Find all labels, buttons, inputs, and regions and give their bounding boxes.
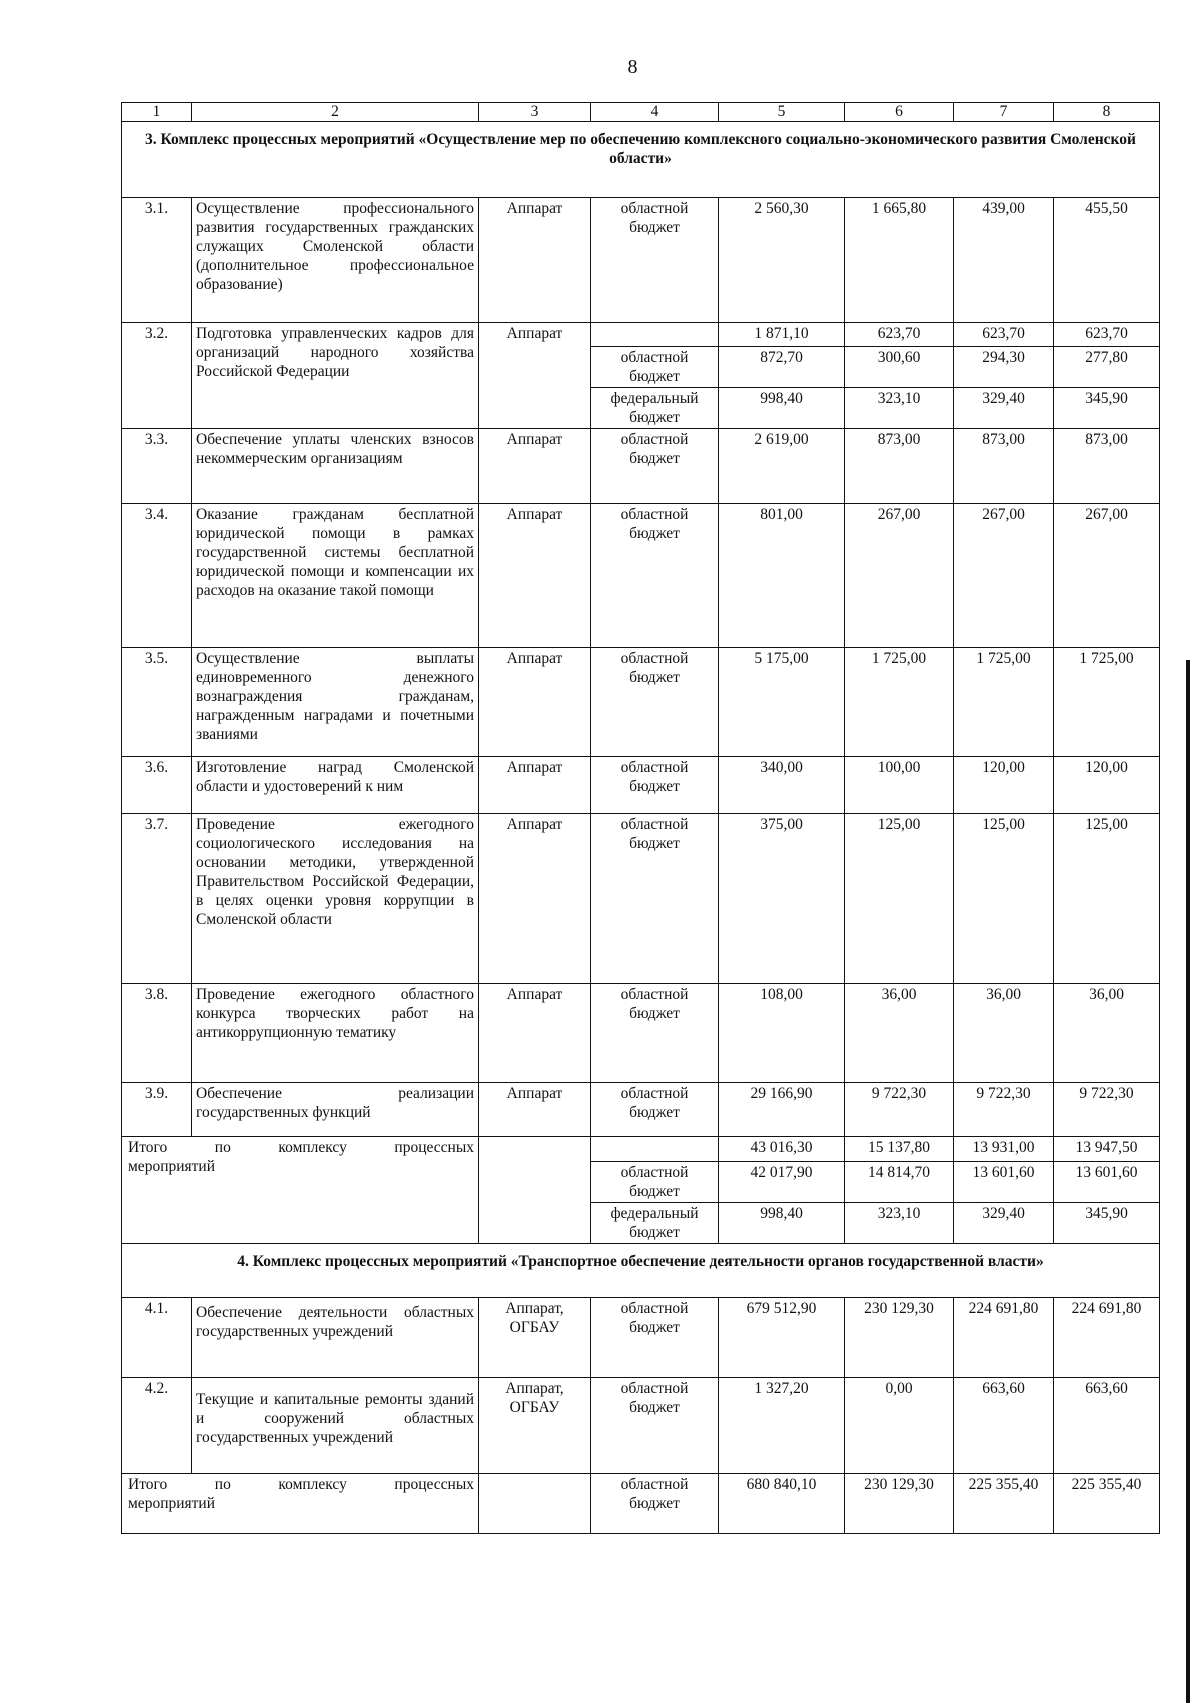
executor: Аппарат (479, 504, 591, 648)
funding-source: областной бюджет (591, 429, 719, 504)
value-col6: 323,10 (845, 388, 954, 429)
executor: Аппарат, ОГБАУ (479, 1298, 591, 1378)
funding-source (591, 323, 719, 347)
column-number-row (122, 103, 1160, 122)
measure-name: Обеспечение реализации государственных функций (192, 1083, 479, 1137)
total-label-word: Итого (128, 1139, 168, 1156)
funding-source (591, 1137, 719, 1162)
value-col6: 36,00 (845, 984, 954, 1083)
total-label-line2: мероприятий (128, 1495, 216, 1512)
executor: Аппарат (479, 429, 591, 504)
value-col7: 125,00 (954, 814, 1054, 984)
total-label (122, 1474, 479, 1534)
funding-source: федеральный бюджет (591, 388, 719, 429)
row-number: 3.2. (122, 323, 192, 429)
value-col5: 42 017,90 (719, 1162, 845, 1203)
row-number: 3.9. (122, 1083, 192, 1137)
section-title: 4. Комплекс процессных мероприятий «Транспортное обеспечение деятельности органов государственной власти» (122, 1244, 1160, 1298)
value-col8: 267,00 (1054, 504, 1160, 648)
value-col6: 623,70 (845, 323, 954, 347)
value-col7: 267,00 (954, 504, 1054, 648)
total-label-word: по (214, 1139, 231, 1156)
funding-source: областной бюджет (591, 198, 719, 323)
value-col5: 679 512,90 (719, 1298, 845, 1378)
total-label (122, 1137, 479, 1244)
executor: Аппарат (479, 648, 591, 757)
table-row (122, 198, 1160, 323)
funding-source: областной бюджет (591, 504, 719, 648)
row-number: 3.5. (122, 648, 192, 757)
value-col5: 1 871,10 (719, 323, 845, 347)
row-number: 3.6. (122, 757, 192, 814)
funding-source: областной бюджет (591, 814, 719, 984)
value-col8: 345,90 (1054, 1203, 1160, 1244)
value-col8: 224 691,80 (1054, 1298, 1160, 1378)
measure-name: Обеспечение деятельности областных государственных учреждений (192, 1298, 479, 1378)
executor: Аппарат (479, 757, 591, 814)
value-col5: 108,00 (719, 984, 845, 1083)
column-number: 4 (591, 103, 719, 122)
row-number: 4.1. (122, 1298, 192, 1378)
value-col5: 375,00 (719, 814, 845, 984)
page-number: 8 (627, 56, 638, 78)
value-col6: 267,00 (845, 504, 954, 648)
measure-name: Проведение ежегодного социологического исследования на основании методики, утвержденной Правительством Российской Федерации, в целях оценки уровня коррупции в Смоленской области (192, 814, 479, 984)
funding-source: областной бюджет (591, 1298, 719, 1378)
value-col6: 230 129,30 (845, 1298, 954, 1378)
measure-name: Текущие и капитальные ремонты зданий и сооружений областных государственных учреждений (192, 1378, 479, 1474)
funding-source: областной бюджет (591, 1083, 719, 1137)
section-header (122, 122, 1160, 198)
total-row (122, 1137, 1160, 1162)
table-row (122, 323, 1160, 347)
total-label-word: процессных (394, 1139, 474, 1156)
table-row (122, 984, 1160, 1083)
value-col5: 998,40 (719, 388, 845, 429)
value-col8: 1 725,00 (1054, 648, 1160, 757)
funding-source: областной бюджет (591, 1378, 719, 1474)
table-row (122, 1083, 1160, 1137)
row-number: 4.2. (122, 1378, 192, 1474)
value-col5: 872,70 (719, 347, 845, 388)
table-row (122, 757, 1160, 814)
measure-name: Изготовление наград Смоленской области и удостоверений к ним (192, 757, 479, 814)
value-col8: 345,90 (1054, 388, 1160, 429)
value-col7: 224 691,80 (954, 1298, 1054, 1378)
executor: Аппарат (479, 984, 591, 1083)
value-col8: 455,50 (1054, 198, 1160, 323)
value-col7: 329,40 (954, 1203, 1054, 1244)
table-row (122, 1378, 1160, 1474)
table-row (122, 648, 1160, 757)
value-col7: 36,00 (954, 984, 1054, 1083)
value-col6: 323,10 (845, 1203, 954, 1244)
row-number: 3.7. (122, 814, 192, 984)
value-col5: 2 619,00 (719, 429, 845, 504)
table-row (122, 429, 1160, 504)
value-col6: 300,60 (845, 347, 954, 388)
executor: Аппарат (479, 198, 591, 323)
value-col8: 120,00 (1054, 757, 1160, 814)
value-col7: 9 722,30 (954, 1083, 1054, 1137)
total-label-word: процессных (394, 1476, 474, 1493)
value-col6: 14 814,70 (845, 1162, 954, 1203)
total-label-line2: мероприятий (128, 1158, 216, 1175)
value-col6: 873,00 (845, 429, 954, 504)
value-col7: 439,00 (954, 198, 1054, 323)
executor: Аппарат (479, 1083, 591, 1137)
value-col6: 15 137,80 (845, 1137, 954, 1162)
value-col5: 43 016,30 (719, 1137, 845, 1162)
value-col8: 663,60 (1054, 1378, 1160, 1474)
measure-name: Обеспечение уплаты членских взносов некоммерческим организациям (192, 429, 479, 504)
value-col8: 13 601,60 (1054, 1162, 1160, 1203)
executor: Аппарат (479, 814, 591, 984)
measure-name: Оказание гражданам бесплатной юридической помощи в рамках государственной системы бесплатной юридической помощи и компенсации их расходов на оказание такой помощи (192, 504, 479, 648)
value-col5: 1 327,20 (719, 1378, 845, 1474)
value-col8: 277,80 (1054, 347, 1160, 388)
value-col7: 120,00 (954, 757, 1054, 814)
funding-source: областной бюджет (591, 1162, 719, 1203)
column-number: 1 (122, 103, 192, 122)
value-col5: 2 560,30 (719, 198, 845, 323)
section-title: 3. Комплекс процессных мероприятий «Осуществление мер по обеспечению комплексного социально-экономического развития Смоленской области» (122, 122, 1160, 198)
measure-name: Подготовка управленческих кадров для организаций народного хозяйства Российской Федерации (192, 323, 479, 429)
total-label-word: Итого (128, 1476, 168, 1493)
column-number: 5 (719, 103, 845, 122)
column-number: 8 (1054, 103, 1160, 122)
executor: Аппарат, ОГБАУ (479, 1378, 591, 1474)
total-row (122, 1474, 1160, 1534)
measure-name: Осуществление профессионального развития государственных гражданских служащих Смоленской области (дополнительное профессиональное образование) (192, 198, 479, 323)
funding-source: федеральный бюджет (591, 1203, 719, 1244)
value-col6: 125,00 (845, 814, 954, 984)
measure-name: Осуществление выплаты единовременного денежного вознаграждения гражданам, награжденным наградами и почетными званиями (192, 648, 479, 757)
budget-table (121, 102, 1160, 1534)
total-label-word: комплексу (278, 1476, 347, 1493)
funding-source: областной бюджет (591, 1474, 719, 1534)
measure-name: Проведение ежегодного областного конкурса творческих работ на антикоррупционную тематику (192, 984, 479, 1083)
scan-edge-line (1186, 660, 1190, 1703)
value-col7: 13 601,60 (954, 1162, 1054, 1203)
value-col8: 623,70 (1054, 323, 1160, 347)
value-col8: 125,00 (1054, 814, 1160, 984)
executor (479, 1474, 591, 1534)
value-col5: 29 166,90 (719, 1083, 845, 1137)
executor (479, 1137, 591, 1244)
value-col5: 340,00 (719, 757, 845, 814)
row-number: 3.4. (122, 504, 192, 648)
column-number: 3 (479, 103, 591, 122)
value-col7: 225 355,40 (954, 1474, 1054, 1534)
column-number: 7 (954, 103, 1054, 122)
value-col7: 623,70 (954, 323, 1054, 347)
value-col5: 998,40 (719, 1203, 845, 1244)
value-col6: 9 722,30 (845, 1083, 954, 1137)
value-col7: 873,00 (954, 429, 1054, 504)
total-label-word: комплексу (278, 1139, 347, 1156)
section-header (122, 1244, 1160, 1298)
row-number: 3.8. (122, 984, 192, 1083)
value-col8: 13 947,50 (1054, 1137, 1160, 1162)
table-row (122, 1298, 1160, 1378)
row-number: 3.3. (122, 429, 192, 504)
funding-source: областной бюджет (591, 757, 719, 814)
value-col7: 1 725,00 (954, 648, 1054, 757)
funding-source: областной бюджет (591, 648, 719, 757)
value-col8: 36,00 (1054, 984, 1160, 1083)
table-row (122, 814, 1160, 984)
column-number: 6 (845, 103, 954, 122)
value-col6: 1 665,80 (845, 198, 954, 323)
value-col8: 225 355,40 (1054, 1474, 1160, 1534)
funding-source: областной бюджет (591, 347, 719, 388)
value-col6: 0,00 (845, 1378, 954, 1474)
value-col7: 13 931,00 (954, 1137, 1054, 1162)
value-col5: 680 840,10 (719, 1474, 845, 1534)
value-col8: 9 722,30 (1054, 1083, 1160, 1137)
funding-source: областной бюджет (591, 984, 719, 1083)
executor: Аппарат (479, 323, 591, 429)
value-col5: 5 175,00 (719, 648, 845, 757)
value-col6: 100,00 (845, 757, 954, 814)
value-col7: 294,30 (954, 347, 1054, 388)
total-label-word: по (214, 1476, 231, 1493)
value-col6: 1 725,00 (845, 648, 954, 757)
column-number: 2 (192, 103, 479, 122)
value-col7: 663,60 (954, 1378, 1054, 1474)
table-row (122, 504, 1160, 648)
value-col7: 329,40 (954, 388, 1054, 429)
value-col5: 801,00 (719, 504, 845, 648)
value-col8: 873,00 (1054, 429, 1160, 504)
value-col6: 230 129,30 (845, 1474, 954, 1534)
row-number: 3.1. (122, 198, 192, 323)
